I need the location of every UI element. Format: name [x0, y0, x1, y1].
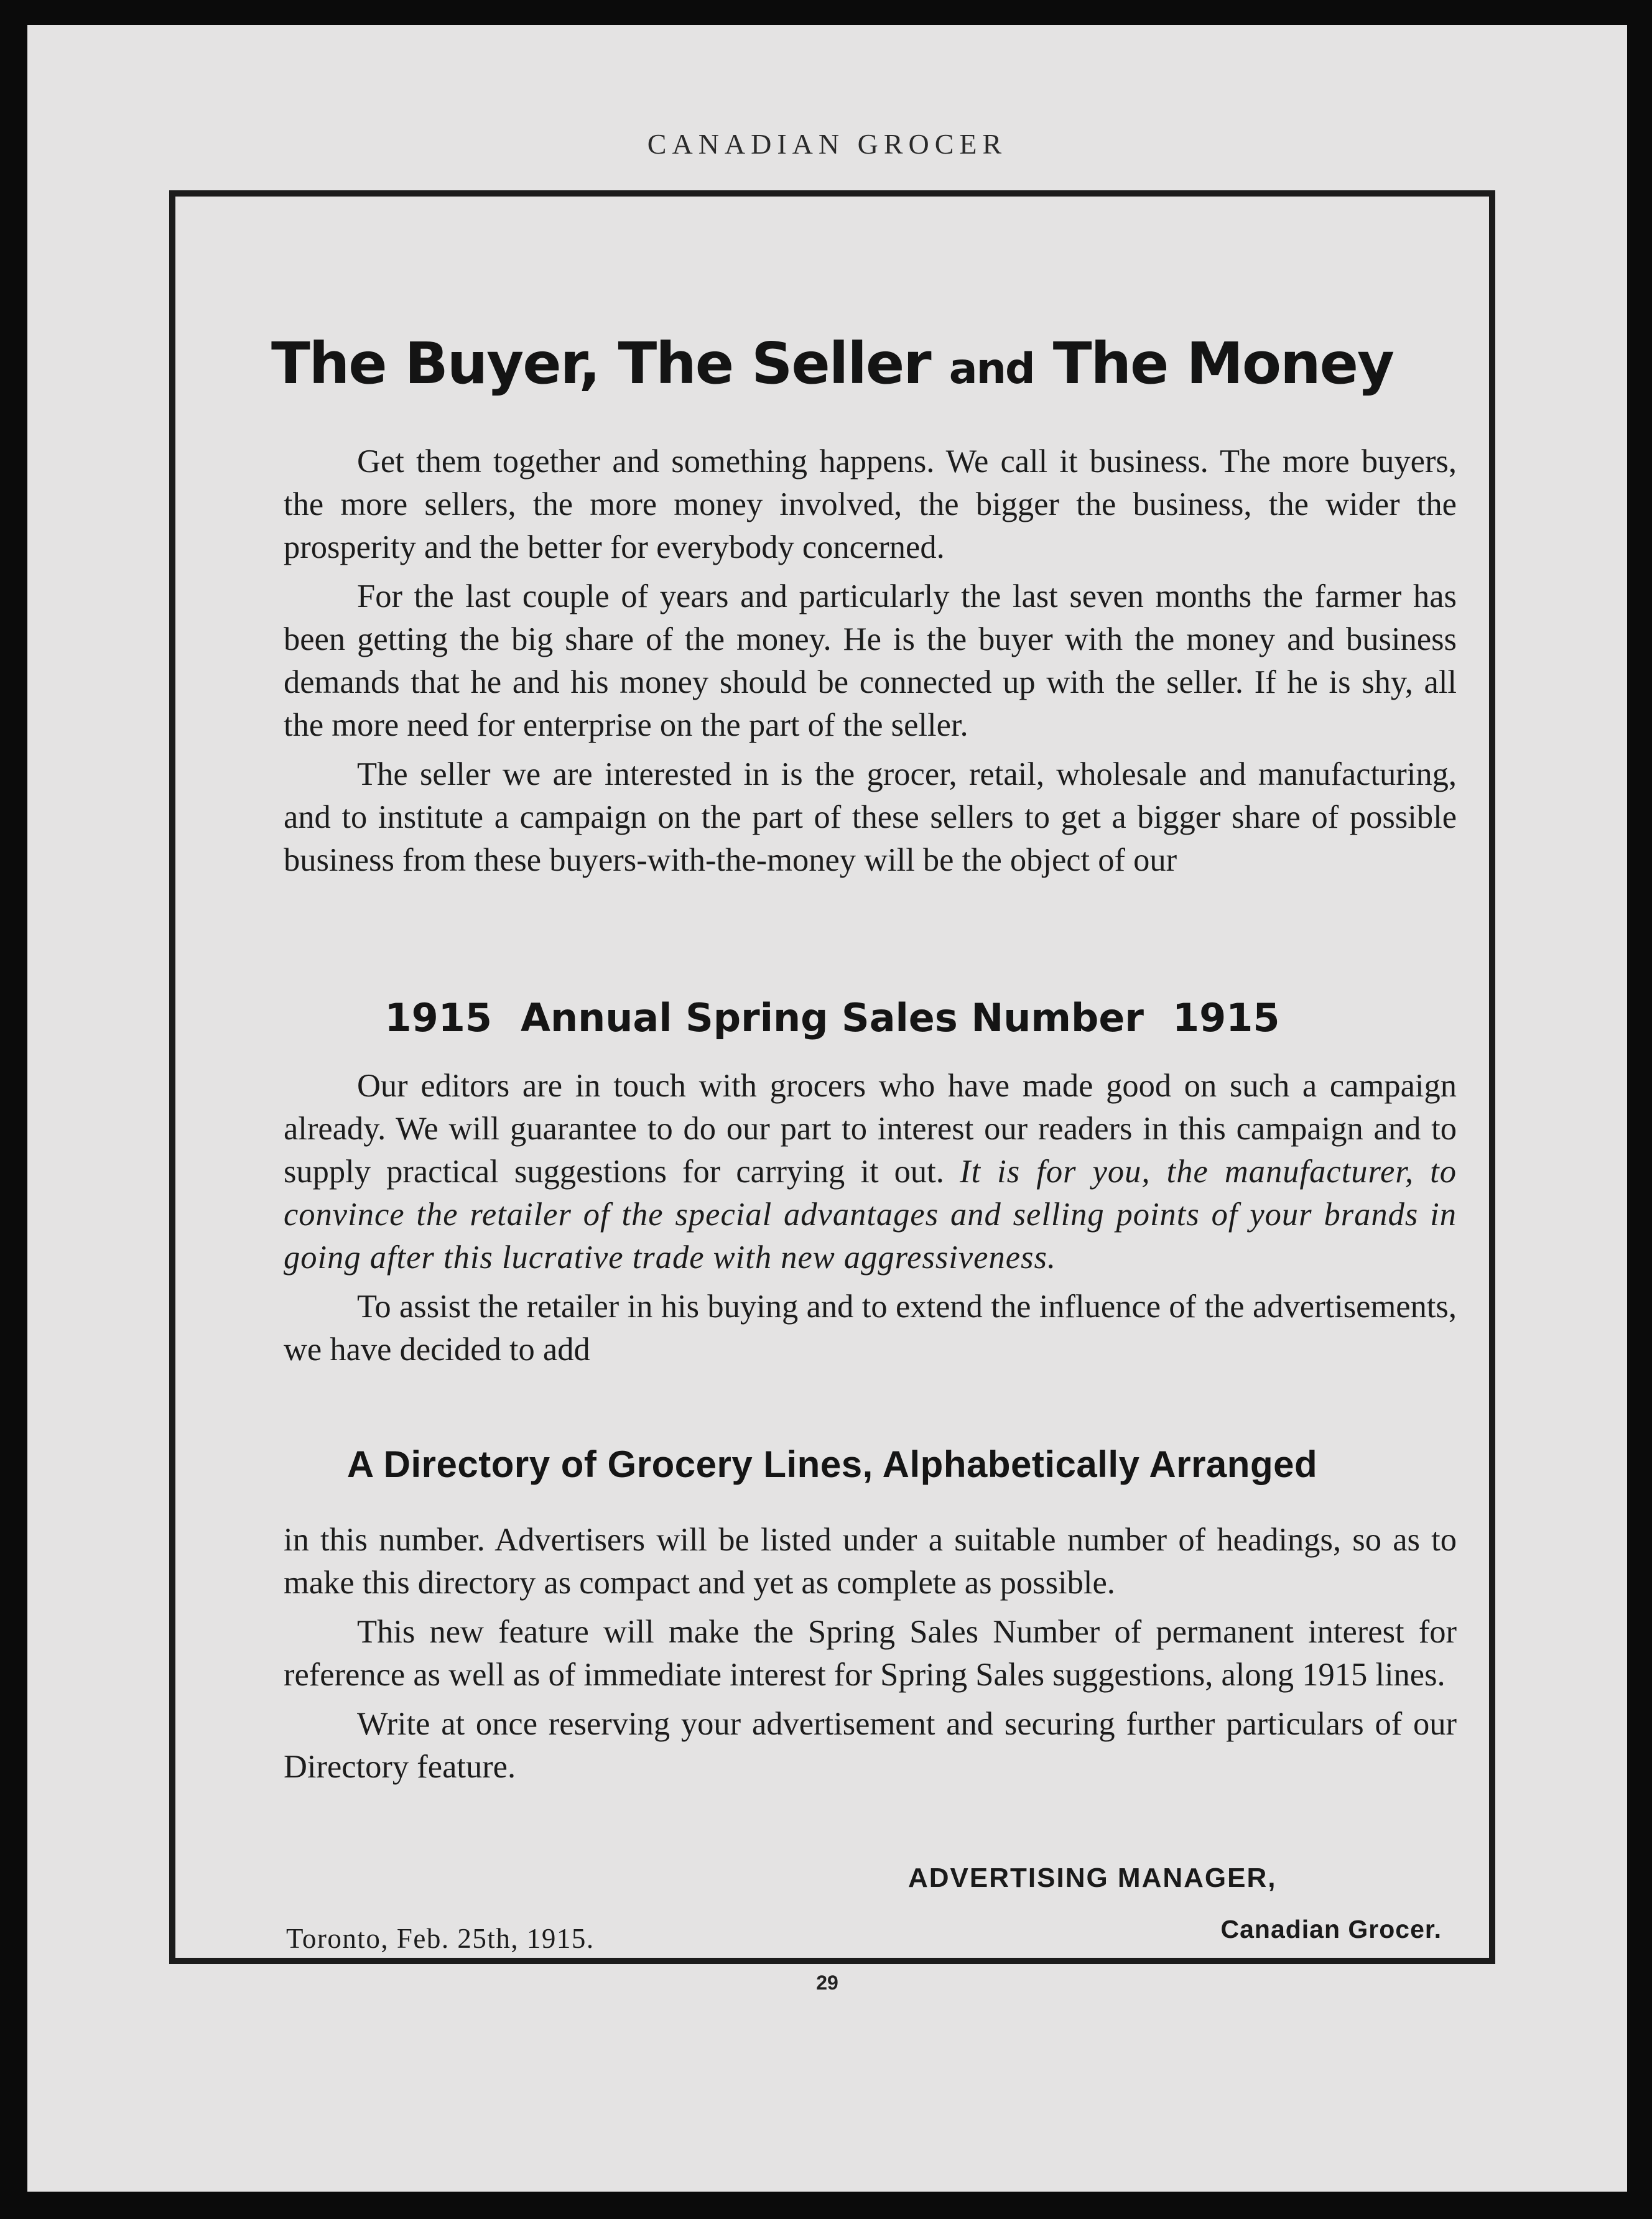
headline-connector: and: [949, 345, 1034, 394]
issue-year-left: 1915: [384, 995, 493, 1040]
paragraph-italic: It is for you, the manufacturer, to convince the retailer of the special advantages and selling points of your brands in going after this lucrative trade with new aggressiveness.: [284, 1154, 1457, 1276]
editors-text: [284, 1065, 1457, 1371]
dateline: Toronto, Feb. 25th, 1915.: [286, 1923, 595, 1954]
signature-title: ADVERTISING MANAGER,: [908, 1863, 1277, 1893]
closing-text: [284, 1519, 1457, 1789]
paragraph: The seller we are interested in is the grocer, retail, wholesale and manufacturing, and to institute a campaign on the part of these sellers to get a bigger share of possible business from these buyers-with-the-money will be the object of our: [284, 756, 1457, 878]
issue-subheading: [175, 995, 1489, 1040]
headline-part-1: The Buyer, The Seller: [271, 330, 930, 397]
paragraph-roman: Our editors are in touch with grocers who have made good on such a campaign already. We will guarantee to do our part to interest our readers in this campaign and to supply practical suggestions for carrying it out.: [284, 1068, 1457, 1190]
directory-subheading: A Directory of Grocery Lines, Alphabetically Arranged: [346, 1443, 1318, 1485]
advertisement-frame: [169, 190, 1495, 1964]
page-number: 29: [816, 1971, 838, 1994]
paragraph: This new feature will make the Spring Sales Number of permanent interest for reference as well as of immediate interest for Spring Sales suggestions, along 1915 lines.: [284, 1614, 1457, 1693]
paragraph: [284, 1065, 1457, 1279]
paragraph: For the last couple of years and particularly the last seven months the farmer has been getting the big share of the money. He is the buyer with the money and business demands that he and his money should be connected up with the seller. If he is shy, all the more need for enterprise on the part of the seller.: [284, 578, 1457, 743]
running-head: CANADIAN GROCER: [647, 128, 1008, 160]
paragraph: Write at once reserving your advertisement and securing further particulars of our Directory feature.: [284, 1706, 1457, 1785]
headline-part-2: The Money: [1052, 330, 1393, 397]
paragraph: To assist the retailer in his buying and to extend the influence of the advertisements, we have decided to add: [284, 1289, 1457, 1368]
magazine-page: [27, 25, 1627, 2192]
issue-name: Annual Spring Sales Number: [521, 995, 1144, 1040]
paragraph: Get them together and something happens. We call it business. The more buyers, the more sellers, the more money involved, the bigger the business, the wider the prosperity and the better for everybody concerned.: [284, 443, 1457, 565]
paragraph: in this number. Advertisers will be listed under a suitable number of headings, so as to make this directory as compact and yet as complete as possible.: [284, 1522, 1457, 1601]
intro-text: [284, 440, 1457, 882]
issue-year-right: 1915: [1172, 995, 1280, 1040]
headline: [175, 330, 1489, 397]
signature-publication: Canadian Grocer.: [1220, 1915, 1442, 1943]
